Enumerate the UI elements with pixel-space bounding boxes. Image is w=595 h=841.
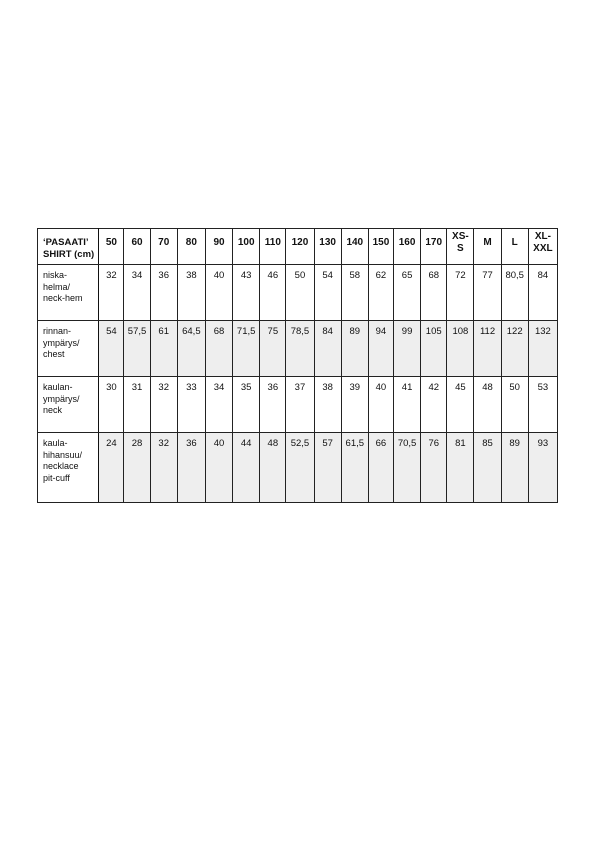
size-header: 150	[368, 229, 393, 265]
table-cell: 112	[474, 321, 501, 377]
table-cell: 58	[341, 265, 368, 321]
table-cell: 48	[260, 433, 286, 503]
table-cell: 108	[447, 321, 474, 377]
table-cell: 35	[233, 377, 260, 433]
size-header: 70	[150, 229, 177, 265]
table-row	[38, 321, 558, 377]
header-row	[38, 229, 558, 265]
table-row	[38, 265, 558, 321]
table-cell: 44	[233, 433, 260, 503]
table-cell: 39	[341, 377, 368, 433]
table-cell: 64,5	[177, 321, 205, 377]
table-cell: 38	[177, 265, 205, 321]
table-cell: 62	[368, 265, 393, 321]
table-cell: 38	[314, 377, 341, 433]
table-cell: 75	[260, 321, 286, 377]
table-cell: 68	[205, 321, 232, 377]
table-cell: 68	[421, 265, 447, 321]
table-cell: 40	[368, 377, 393, 433]
row-label-line: chest	[43, 349, 65, 359]
size-header: XL- XXL	[528, 229, 557, 265]
size-header: 160	[394, 229, 421, 265]
table-cell: 46	[260, 265, 286, 321]
table-cell: 42	[421, 377, 447, 433]
table-row	[38, 377, 558, 433]
table-cell: 89	[341, 321, 368, 377]
table-cell: 28	[124, 433, 150, 503]
size-header: M	[474, 229, 501, 265]
table-title-line1: ‘PASAATI’	[43, 237, 89, 248]
table-cell: 61,5	[341, 433, 368, 503]
table-title-cell	[38, 229, 99, 265]
row-label	[38, 433, 99, 503]
row-label-line: ympärys/	[43, 393, 80, 404]
size-header: 50	[99, 229, 124, 265]
table-cell: 43	[233, 265, 260, 321]
size-header: 120	[286, 229, 314, 265]
size-header: 100	[233, 229, 260, 265]
table-cell: 84	[314, 321, 341, 377]
table-cell: 41	[394, 377, 421, 433]
table-cell: 36	[260, 377, 286, 433]
table-row	[38, 433, 558, 503]
size-header: 90	[205, 229, 232, 265]
table-cell: 57,5	[124, 321, 150, 377]
size-header: 170	[421, 229, 447, 265]
table-cell: 53	[528, 377, 557, 433]
table-cell: 32	[99, 265, 124, 321]
row-label-line: neck	[43, 405, 63, 415]
table-cell: 37	[286, 377, 314, 433]
table-cell: 66	[368, 433, 393, 503]
table-cell: 77	[474, 265, 501, 321]
table-cell: 34	[124, 265, 150, 321]
table-cell: 45	[447, 377, 474, 433]
row-label-line: ympärys/	[43, 337, 80, 348]
table-cell: 65	[394, 265, 421, 321]
table-title-line2: SHIRT (cm)	[43, 249, 95, 260]
row-label-line: kaulan-	[43, 382, 73, 392]
row-label-line: helma/	[43, 281, 71, 292]
table-cell: 40	[205, 265, 232, 321]
row-label-line: pit-cuff	[43, 472, 70, 483]
table-cell: 89	[501, 433, 528, 503]
table-cell: 57	[314, 433, 341, 503]
table-cell: 30	[99, 377, 124, 433]
table-cell: 52,5	[286, 433, 314, 503]
table-cell: 48	[474, 377, 501, 433]
row-label-line: rinnan-	[43, 326, 72, 336]
size-header: 80	[177, 229, 205, 265]
size-header: 110	[260, 229, 286, 265]
table-cell: 78,5	[286, 321, 314, 377]
row-label-line: hihansuu/	[43, 449, 83, 460]
table-cell: 50	[501, 377, 528, 433]
row-label	[38, 265, 99, 321]
table-cell: 70,5	[394, 433, 421, 503]
table-cell: 85	[474, 433, 501, 503]
table-cell: 36	[150, 265, 177, 321]
table-cell: 94	[368, 321, 393, 377]
row-label-line: niska-	[43, 270, 68, 280]
table-cell: 93	[528, 433, 557, 503]
table-cell: 132	[528, 321, 557, 377]
table-cell: 71,5	[233, 321, 260, 377]
row-label	[38, 321, 99, 377]
table-cell: 33	[177, 377, 205, 433]
table-cell: 99	[394, 321, 421, 377]
row-label-line: kaula-	[43, 438, 68, 448]
size-header: L	[501, 229, 528, 265]
table-cell: 40	[205, 433, 232, 503]
table-cell: 54	[314, 265, 341, 321]
table-cell: 84	[528, 265, 557, 321]
table-cell: 36	[177, 433, 205, 503]
size-header: 60	[124, 229, 150, 265]
table-cell: 80,5	[501, 265, 528, 321]
table-cell: 32	[150, 433, 177, 503]
table-cell: 34	[205, 377, 232, 433]
size-chart-table	[37, 228, 558, 503]
row-label-line: neck-hem	[43, 293, 83, 303]
table-cell: 31	[124, 377, 150, 433]
table-cell: 105	[421, 321, 447, 377]
table-cell: 76	[421, 433, 447, 503]
table-cell: 81	[447, 433, 474, 503]
table-cell: 61	[150, 321, 177, 377]
table-cell: 54	[99, 321, 124, 377]
table-cell: 24	[99, 433, 124, 503]
table-cell: 72	[447, 265, 474, 321]
size-header: 130	[314, 229, 341, 265]
row-label-line: necklace	[43, 461, 79, 471]
size-header: 140	[341, 229, 368, 265]
table-cell: 122	[501, 321, 528, 377]
table-cell: 32	[150, 377, 177, 433]
table-body	[38, 265, 558, 503]
row-label	[38, 377, 99, 433]
table-cell: 50	[286, 265, 314, 321]
size-header: XS- S	[447, 229, 474, 265]
